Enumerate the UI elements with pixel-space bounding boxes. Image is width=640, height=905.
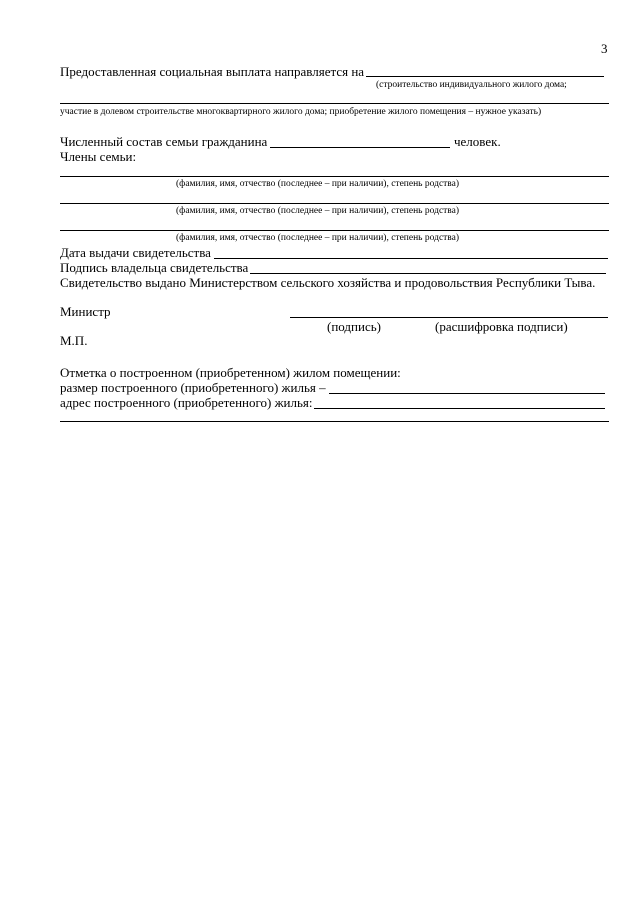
signature-decoding-caption: (расшифровка подписи): [435, 319, 568, 334]
housing-size-label: размер построенного (приобретенного) жилья –: [60, 380, 326, 395]
payment-direction-field-2[interactable]: [60, 103, 609, 104]
housing-address-label: адрес построенного (приобретенного) жилья:: [60, 395, 313, 410]
housing-heading: Отметка о построенном (приобретенном) жилом помещении:: [60, 365, 401, 380]
owner-signature-label: Подпись владельца свидетельства: [60, 260, 249, 275]
family-member-caption-1: (фамилия, имя, отчество (последнее – при наличии), степень родства): [176, 179, 460, 189]
issue-date-field[interactable]: [214, 258, 608, 259]
payment-direction-label: Предоставленная социальная выплата направляется на: [60, 64, 365, 79]
family-count-label: Численный состав семьи гражданина: [60, 134, 268, 149]
family-member-caption-3: (фамилия, имя, отчество (последнее – при наличии), степень родства): [176, 233, 460, 243]
family-count-field[interactable]: [270, 147, 450, 148]
housing-size-field[interactable]: [329, 393, 605, 394]
housing-address-field[interactable]: [314, 408, 605, 409]
page-number: 3: [601, 41, 608, 56]
family-member-field-1[interactable]: [60, 176, 609, 177]
family-member-field-3[interactable]: [60, 230, 609, 231]
seal-mark: М.П.: [60, 333, 88, 348]
payment-direction-field[interactable]: [366, 76, 604, 77]
issued-by-text: Свидетельство выдано Министерством сельского хозяйства и продовольствия Республики Тыва.: [60, 275, 596, 290]
owner-signature-field[interactable]: [250, 273, 606, 274]
family-members-label: Члены семьи:: [60, 149, 137, 164]
signature-caption: (подпись): [327, 319, 381, 334]
minister-label: Министр: [60, 304, 111, 319]
payment-direction-caption-1: (строительство индивидуального жилого дома;: [376, 80, 567, 90]
issue-date-label: Дата выдачи свидетельства: [60, 245, 211, 260]
family-member-caption-2: (фамилия, имя, отчество (последнее – при наличии), степень родства): [176, 206, 460, 216]
family-member-field-2[interactable]: [60, 203, 609, 204]
payment-direction-caption-2: участие в долевом строительстве многоквартирного жилого дома; приобретение жилого помещения – нужное указать): [60, 107, 542, 117]
minister-signature-field[interactable]: [290, 317, 608, 318]
family-count-unit: человек.: [454, 134, 501, 149]
housing-address-field-2[interactable]: [60, 421, 609, 422]
